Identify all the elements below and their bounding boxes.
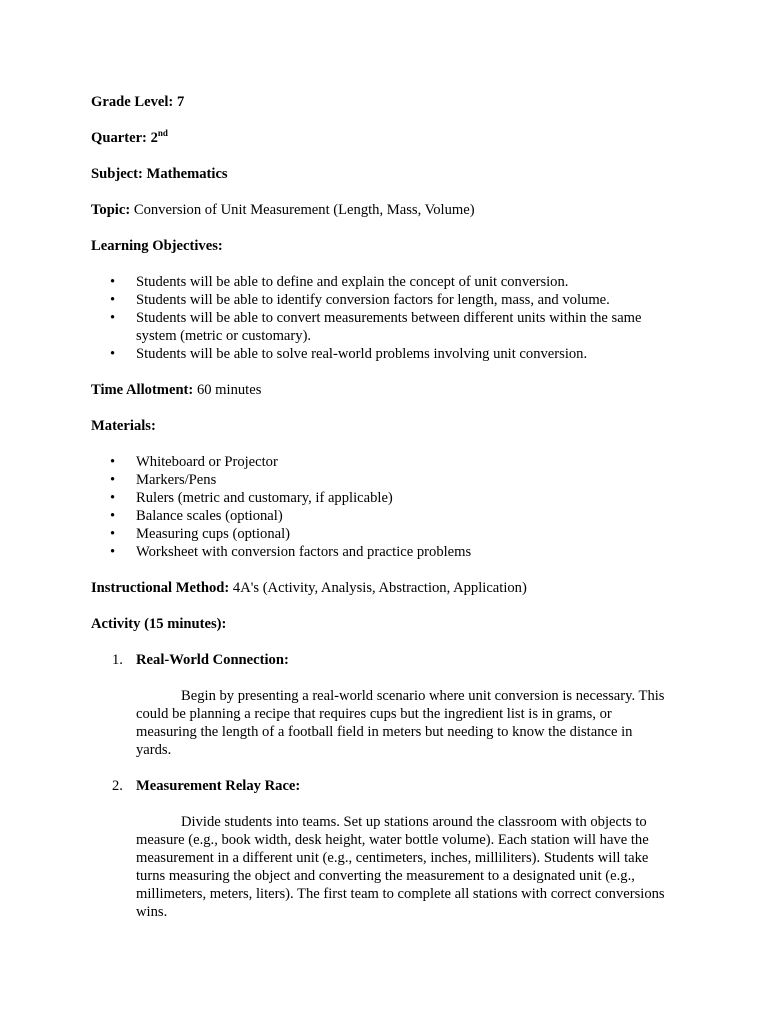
list-item (91, 291, 671, 309)
list-item (91, 453, 671, 471)
step-number: 1. (112, 652, 123, 668)
list-item (91, 525, 671, 543)
time-allotment-label: Time Allotment: (91, 382, 194, 398)
material-text: Worksheet with conversion factors and practice problems (136, 544, 472, 560)
material-text: Measuring cups (optional) (136, 526, 291, 542)
subject-label: Subject: (91, 166, 143, 182)
materials-heading: Materials: (91, 418, 156, 434)
materials-list (91, 453, 671, 561)
grade-level-value: 7 (176, 94, 185, 110)
list-item (91, 471, 671, 489)
grade-level-label: Grade Level: (91, 94, 174, 110)
instructional-method-line (91, 579, 671, 597)
list-item (91, 345, 671, 363)
instructional-method-value: 4A's (Activity, Analysis, Abstraction, Application) (232, 580, 527, 596)
list-item (91, 309, 671, 345)
time-allotment-value: 60 minutes (196, 382, 262, 398)
activity-heading: Activity (15 minutes): (91, 616, 227, 632)
bullet-icon: • (110, 274, 116, 290)
list-item (91, 273, 671, 291)
list-item (91, 489, 671, 507)
subject-value: Mathematics (146, 166, 228, 182)
list-item (91, 507, 671, 525)
learning-objectives-heading: Learning Objectives: (91, 238, 223, 254)
learning-objectives-list (91, 273, 671, 363)
bullet-icon: • (110, 346, 116, 362)
quarter-line (91, 129, 671, 147)
bullet-icon: • (110, 472, 116, 488)
bullet-icon: • (110, 454, 116, 470)
quarter-ordinal-suffix: nd (157, 128, 168, 138)
bullet-icon: • (110, 310, 116, 326)
list-item (91, 543, 671, 561)
bullet-icon: • (110, 292, 116, 308)
step-number: 2. (112, 778, 123, 794)
bullet-icon: • (110, 490, 116, 506)
material-text: Whiteboard or Projector (136, 454, 278, 470)
bullet-icon: • (110, 508, 116, 524)
time-allotment-line (91, 381, 671, 399)
step-body: Divide students into teams. Set up stations around the classroom with objects to measure (e.g., book width, desk height, water bottle volume). Each station will have the measurement in a different unit (e.g., centimeters, inches, milliliters). Students will take turns measuring the object and converting the measurement to a designated unit (e.g., millimeters, meters, liters). The first team to complete all stations with correct conversions wins. (136, 814, 665, 920)
topic-label: Topic: (91, 202, 131, 218)
bullet-icon: • (110, 526, 116, 542)
material-text: Rulers (metric and customary, if applicable) (136, 490, 393, 506)
step-body: Begin by presenting a real-world scenario where unit conversion is necessary. This could be planning a recipe that requires cups but the ingredient list is in grams, or measuring the length of a football field in meters but needing to know the distance in yards. (136, 688, 665, 758)
subject-line (91, 165, 671, 183)
activity-step-1 (91, 651, 671, 669)
objective-text: Students will be able to define and explain the concept of unit conversion. (136, 274, 569, 290)
topic-value: Conversion of Unit Measurement (Length, Mass, Volume) (133, 202, 475, 218)
grade-level-line (91, 93, 671, 111)
objective-text: Students will be able to identify conversion factors for length, mass, and volume. (136, 292, 610, 308)
quarter-label: Quarter: (91, 130, 147, 146)
quarter-value: 2 (150, 130, 158, 146)
material-text: Balance scales (optional) (136, 508, 283, 524)
step-title: Real-World Connection: (136, 652, 289, 668)
instructional-method-label: Instructional Method: (91, 580, 230, 596)
step-title: Measurement Relay Race: (136, 778, 301, 794)
topic-line (91, 201, 671, 219)
bullet-icon: • (110, 544, 116, 560)
objective-text: Students will be able to convert measurements between different units within the same system (metric or customary). (136, 310, 642, 344)
activity-step-2 (91, 777, 671, 795)
objective-text: Students will be able to solve real-world problems involving unit conversion. (136, 346, 588, 362)
lesson-plan-document (91, 93, 671, 939)
material-text: Markers/Pens (136, 472, 217, 488)
